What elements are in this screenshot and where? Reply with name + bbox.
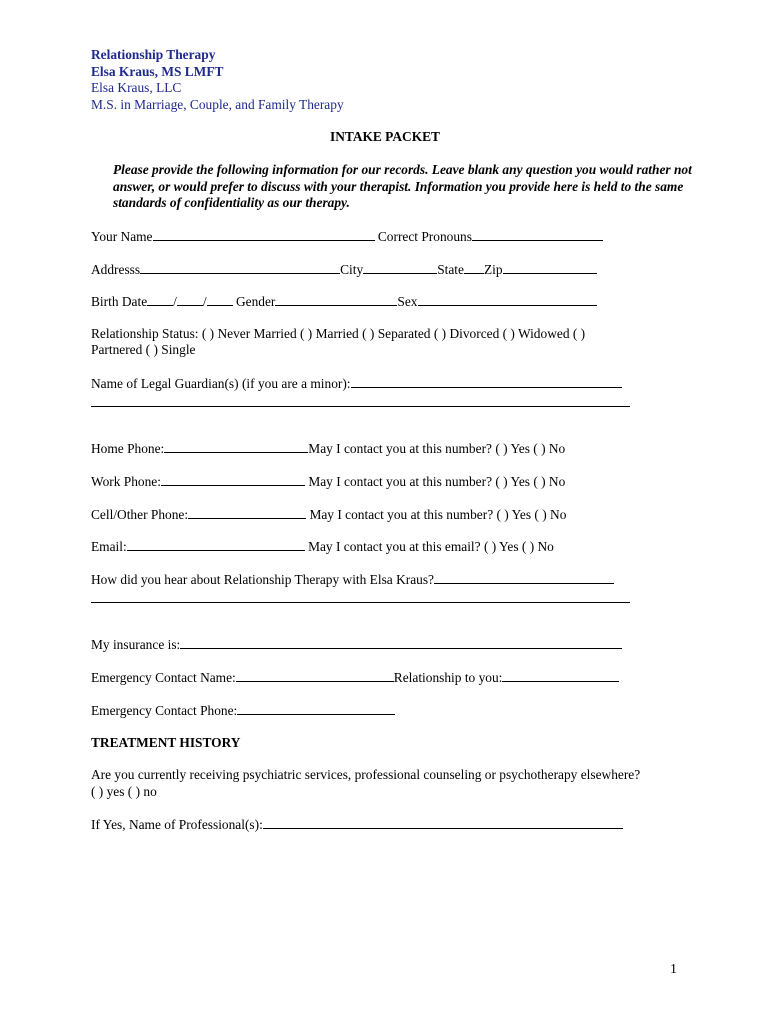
emergency-phone-label: Emergency Contact Phone: [91,703,238,718]
hear-about-field-extra[interactable] [91,602,630,603]
hear-about-row [91,571,614,588]
header-degree: M.S. in Marriage, Couple, and Family Therapy [91,97,344,112]
state-label: State [437,262,464,277]
header-company: Elsa Kraus, LLC [91,80,182,95]
name-row [91,228,603,245]
cell-phone-label: Cell/Other Phone: [91,507,189,522]
emergency-name-label: Emergency Contact Name: [91,670,236,685]
email-row [91,538,554,555]
city-field[interactable] [363,261,437,274]
email-field[interactable] [127,538,305,551]
emergency-name-row [91,669,619,686]
birth-month-field[interactable] [147,293,173,306]
birth-year-field[interactable] [207,293,233,306]
date-slash: / [202,294,207,309]
relationship-label: Relationship to you: [393,670,503,685]
pronouns-label: Correct Pronouns [377,229,472,244]
email-label: Email: [91,539,127,554]
work-phone-contact[interactable]: May I contact you at this number? ( ) Yes ( ) No [308,474,566,489]
pronouns-field[interactable] [472,228,603,241]
zip-field[interactable] [503,261,597,274]
professional-field[interactable] [263,816,623,829]
relationship-status-line1[interactable]: Relationship Status: ( ) Never Married ( ) Married ( ) Separated ( ) Divorced ( ) Widowed ( ) [91,326,586,341]
date-slash: / [173,294,177,309]
sex-label: Sex [397,294,418,309]
birth-day-field[interactable] [177,293,203,306]
city-label: City [340,262,364,277]
your-name-field[interactable] [153,228,375,241]
home-phone-row [91,440,565,457]
birth-date-label: Birth Date [91,294,148,309]
guardian-field[interactable] [351,375,622,388]
treatment-heading: TREATMENT HISTORY [91,735,241,750]
relationship-field[interactable] [502,669,619,682]
sex-field[interactable] [418,293,597,306]
hear-about-label: How did you hear about Relationship Therapy with Elsa Kraus? [91,572,434,587]
header-title: Relationship Therapy [91,47,216,62]
emergency-phone-row [91,702,395,719]
guardian-field-extra[interactable] [91,406,630,407]
address-row [91,261,597,278]
zip-label: Zip [483,262,503,277]
guardian-label: Name of Legal Guardian(s) (if you are a minor): [91,376,351,391]
intro-text: Please provide the following information for our records. Leave blank any question you would rather not answer, or would prefer to discuss with your therapist. Information you provide here is held to the same standards of confidentiality as our therapy. [113,162,692,210]
emergency-name-field[interactable] [236,669,394,682]
guardian-row [91,375,622,392]
address-field[interactable] [140,261,340,274]
professional-row [91,816,623,833]
treatment-options[interactable]: ( ) yes ( ) no [91,784,157,799]
emergency-phone-field[interactable] [237,702,395,715]
page-number: 1 [670,962,677,977]
insurance-label: My insurance is: [91,637,181,652]
header-name: Elsa Kraus, MS LMFT [91,64,224,79]
treatment-question: Are you currently receiving psychiatric services, professional counseling or psychotherapy elsewhere? [91,767,641,782]
gender-field[interactable] [275,293,397,306]
insurance-row [91,636,622,653]
email-contact[interactable]: May I contact you at this email? ( ) Yes ( ) No [308,539,554,554]
home-phone-contact[interactable]: May I contact you at this number? ( ) Yes ( ) No [308,441,566,456]
state-field[interactable] [464,261,484,274]
cell-phone-contact[interactable]: May I contact you at this number? ( ) Yes ( ) No [309,507,567,522]
page-title: INTAKE PACKET [330,129,440,144]
home-phone-label: Home Phone: [91,441,165,456]
cell-phone-row [91,506,566,523]
relationship-status-line2[interactable]: Partnered ( ) Single [91,342,196,357]
insurance-field[interactable] [180,636,622,649]
gender-label: Gender [235,294,276,309]
cell-phone-field[interactable] [188,506,306,519]
your-name-label: Your Name [91,229,153,244]
birth-row [91,293,597,310]
hear-about-field[interactable] [434,571,614,584]
address-label: Addresss [91,262,141,277]
work-phone-label: Work Phone: [91,474,161,489]
professional-label: If Yes, Name of Professional(s): [91,817,263,832]
home-phone-field[interactable] [164,440,308,453]
work-phone-row [91,473,565,490]
work-phone-field[interactable] [161,473,305,486]
